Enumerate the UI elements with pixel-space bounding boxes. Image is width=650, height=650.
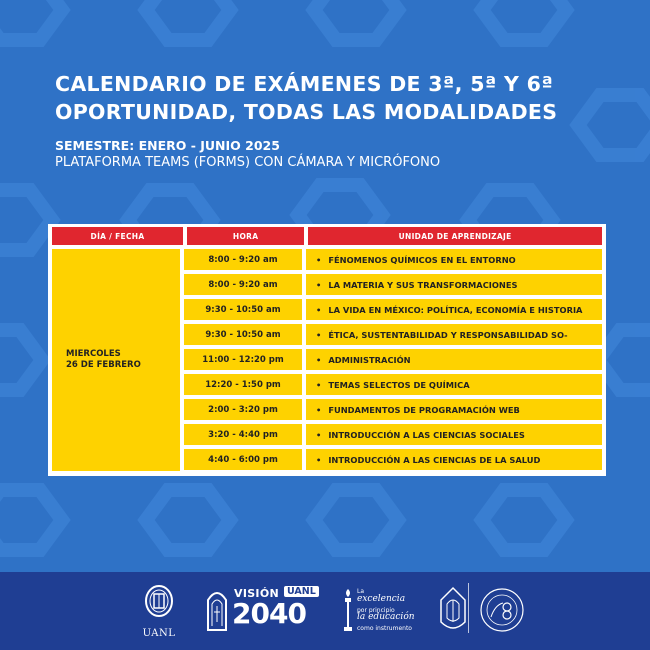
date-weekday: MIERCOLES — [66, 349, 121, 359]
table-row — [184, 424, 602, 445]
exam-schedule-table — [48, 224, 606, 476]
table-row — [184, 324, 602, 345]
bullet-icon: • — [316, 429, 322, 440]
time-slots — [184, 249, 602, 471]
date-day: 26 DE FEBRERO — [66, 360, 141, 370]
time-cell: 9:30 - 10:50 am — [184, 299, 302, 320]
table-row — [184, 374, 602, 395]
subject-label: ÉTICA, SUSTENTABILIDAD Y RESPONSABILIDAD SO- — [328, 329, 568, 340]
table-row — [184, 249, 602, 270]
time-cell: 9:30 - 10:50 am — [184, 324, 302, 345]
bullet-icon: • — [316, 404, 322, 415]
uanl-shield-icon — [143, 584, 175, 622]
subject-label: INTRODUCCIÓN A LAS CIENCIAS SOCIALES — [328, 429, 525, 440]
vision-year: 2040 — [232, 597, 306, 630]
table-row — [184, 349, 602, 370]
uanl-logo — [137, 584, 181, 639]
subject-label: TEMAS SELECTOS DE QUÍMICA — [328, 379, 470, 390]
round-seal-icon — [479, 587, 525, 633]
subject-cell — [306, 299, 602, 320]
time-cell: 8:00 - 9:20 am — [184, 249, 302, 270]
excellence-line-3: por principio — [357, 607, 395, 614]
vision-uanl-badge: UANL — [284, 586, 319, 597]
subject-label: LA MATERIA Y SUS TRANSFORMACIONES — [328, 279, 518, 290]
time-cell: 8:00 - 9:20 am — [184, 274, 302, 295]
page-title — [55, 70, 615, 126]
bullet-icon: • — [316, 329, 322, 340]
excellence-line-5: como instrumento — [357, 625, 412, 632]
vision-2040-logo — [206, 585, 318, 633]
subject-cell — [306, 424, 602, 445]
bullet-icon: • — [316, 279, 322, 290]
time-cell: 12:20 - 1:50 pm — [184, 374, 302, 395]
vision-label: VISIÓN — [234, 587, 279, 600]
subject-label: FÉNOMENOS QUÍMICOS EN EL ENTORNO — [328, 254, 516, 265]
subject-cell — [306, 374, 602, 395]
time-cell: 11:00 - 12:20 pm — [184, 349, 302, 370]
subject-label: FUNDAMENTOS DE PROGRAMACIÓN WEB — [328, 404, 520, 415]
excellence-line-1: La — [357, 588, 365, 595]
time-cell: 2:00 - 3:20 pm — [184, 399, 302, 420]
time-cell: 4:40 - 6:00 pm — [184, 449, 302, 470]
torch-icon — [342, 587, 354, 633]
uanl-label: UANL — [142, 628, 176, 639]
subject-cell — [306, 449, 602, 470]
table-header — [52, 227, 602, 245]
subject-cell — [306, 274, 602, 295]
bullet-icon: • — [316, 354, 322, 365]
time-cell: 3:20 - 4:40 pm — [184, 424, 302, 445]
semester-label: SEMESTRE: ENERO - JUNIO 2025 — [55, 138, 280, 153]
title-line-1: CALENDARIO DE EXÁMENES DE 3ª, 5ª Y 6ª — [55, 72, 554, 96]
subject-cell — [306, 324, 602, 345]
table-row — [184, 274, 602, 295]
arch-icon — [206, 586, 228, 632]
table-row — [184, 299, 602, 320]
subject-label: ADMINISTRACIÓN — [328, 354, 411, 365]
footer-separator — [468, 583, 469, 633]
date-cell — [52, 249, 180, 471]
table-row — [184, 399, 602, 420]
subject-label: INTRODUCCIÓN A LAS CIENCIAS DE LA SALUD — [328, 454, 541, 465]
subject-cell — [306, 249, 602, 270]
excelencia-logo — [342, 587, 422, 635]
column-header-subject: UNIDAD DE APRENDIZAJE — [308, 227, 602, 245]
subject-label: LA VIDA EN MÉXICO: POLÍTICA, ECONOMÍA E HISTORIA — [328, 304, 583, 315]
bullet-icon: • — [316, 454, 322, 465]
header — [55, 70, 615, 172]
platform-label: PLATAFORMA TEAMS (FORMS) CON CÁMARA Y MICRÓFONO — [55, 155, 441, 170]
school-seals — [437, 584, 527, 636]
table-row — [184, 449, 602, 470]
column-header-time: HORA — [187, 227, 304, 245]
excellence-line-2: excelencia — [357, 594, 406, 604]
bullet-icon: • — [316, 254, 322, 265]
bullet-icon: • — [316, 379, 322, 390]
bullet-icon: • — [316, 304, 322, 315]
table-body — [52, 249, 602, 471]
school-seal-icon — [439, 586, 467, 634]
title-line-2: OPORTUNIDAD, TODAS LAS MODALIDADES — [55, 100, 558, 124]
subject-cell — [306, 349, 602, 370]
subject-cell — [306, 399, 602, 420]
footer — [0, 572, 650, 650]
column-header-date: DÍA / FECHA — [52, 227, 183, 245]
excellence-line-4: la educación — [357, 612, 415, 622]
